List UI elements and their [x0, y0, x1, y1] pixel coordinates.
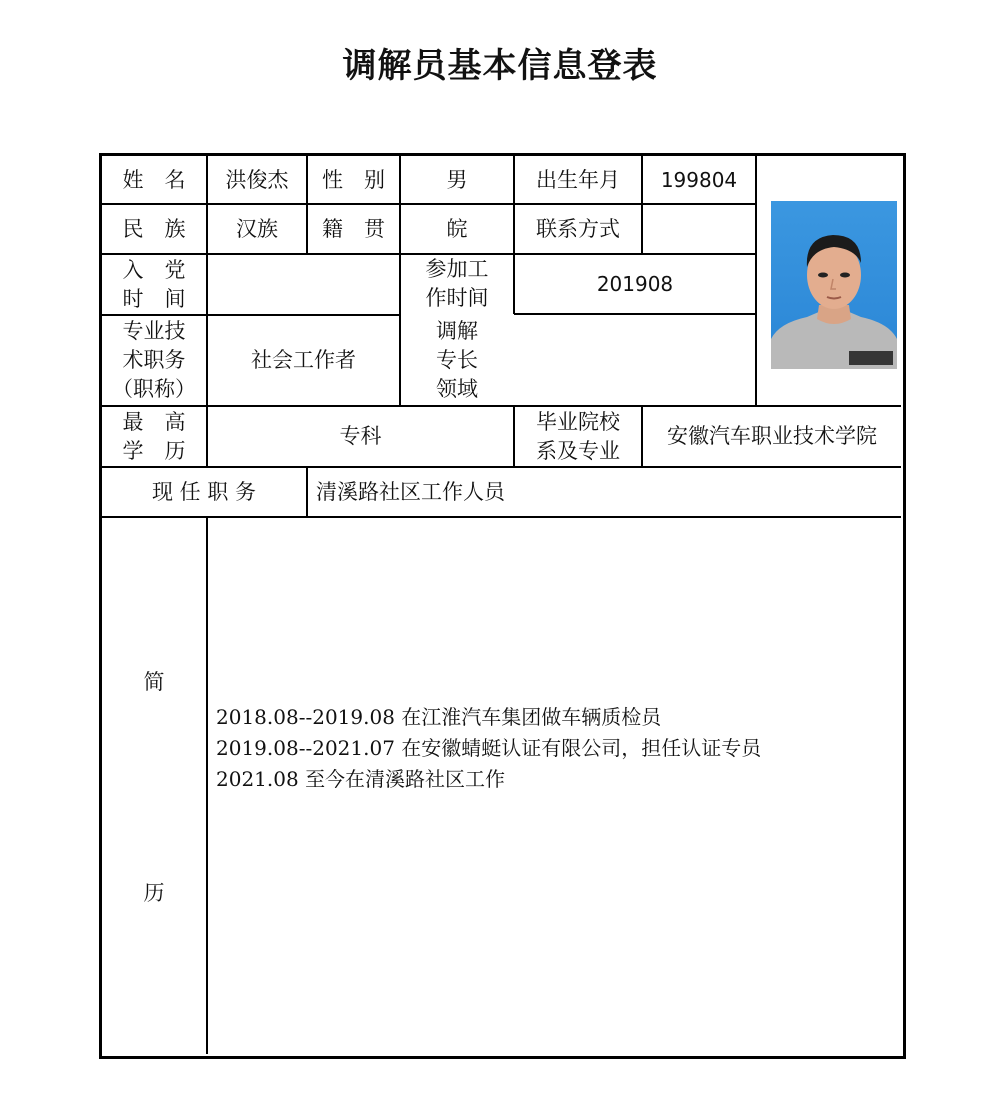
label-resume-bottom: 历 [143, 880, 165, 905]
value-school: 安徽汽车职业技术学院 [667, 424, 877, 448]
value-party-time [208, 255, 399, 314]
label-work-time-line1: 参加工 [425, 257, 489, 281]
label-work-time-line2: 作时间 [425, 286, 489, 310]
label-name: 姓 名 [122, 167, 186, 192]
col-divider [755, 156, 757, 406]
portrait-image [771, 201, 897, 369]
portrait-photo [771, 201, 897, 369]
resume-list [216, 702, 761, 795]
value-professional-title: 社会工作者 [251, 348, 356, 372]
value-birth: 199804 [660, 167, 738, 192]
value-name: 洪俊杰 [225, 167, 289, 192]
col-divider [306, 466, 308, 517]
value-ethnicity: 汉族 [236, 216, 278, 241]
value-work-time: 201908 [596, 271, 674, 296]
label-mediation-field-line3: 领域 [436, 377, 478, 401]
label-school-line1: 毕业院校 [536, 409, 620, 434]
label-native-place: 籍 贯 [322, 216, 385, 241]
col-divider [206, 516, 208, 1054]
label-school-line2: 系及专业 [536, 438, 620, 463]
value-position: 清溪路社区工作人员 [316, 479, 505, 504]
label-professional-title [102, 316, 206, 405]
label-mediation-field-line1: 调解 [436, 319, 478, 343]
value-native-place: 皖 [446, 216, 468, 241]
label-school [515, 407, 641, 466]
label-professional-title-line3: （职称） [112, 377, 196, 401]
label-education-line1: 最 高 [122, 409, 186, 434]
value-mediation-field [515, 315, 755, 405]
label-resume-top: 简 [143, 669, 165, 694]
label-mediation-field [401, 316, 513, 405]
label-education-line2: 学 历 [122, 438, 186, 463]
row-divider [101, 516, 901, 518]
resume-line: 2018.08--2019.08 在江淮汽车集团做车辆质检员 [216, 705, 662, 729]
document-title: 调解员基本信息登表 [342, 46, 658, 86]
label-party-time-line2: 时 间 [122, 286, 186, 311]
label-party-time [102, 255, 206, 314]
value-education: 专科 [339, 424, 382, 448]
label-position: 现 任 职 务 [151, 479, 257, 504]
label-birth: 出生年月 [536, 167, 620, 192]
label-party-time-line1: 入 党 [122, 257, 186, 282]
label-professional-title-line2: 术职务 [122, 348, 186, 372]
label-contact: 联系方式 [536, 216, 620, 241]
resume-line: 2019.08--2021.07 在安徽蜻蜓认证有限公司，担任认证专员 [216, 736, 762, 760]
label-professional-title-line1: 专业技 [122, 319, 186, 343]
resume-line: 2021.08 至今在清溪路社区工作 [216, 767, 506, 791]
label-mediation-field-line2: 专长 [436, 348, 478, 372]
label-ethnicity: 民 族 [122, 216, 186, 241]
label-education [102, 407, 206, 466]
label-work-time [401, 255, 513, 313]
value-gender: 男 [446, 167, 468, 192]
value-contact [643, 205, 755, 253]
label-gender: 性 别 [322, 167, 385, 192]
